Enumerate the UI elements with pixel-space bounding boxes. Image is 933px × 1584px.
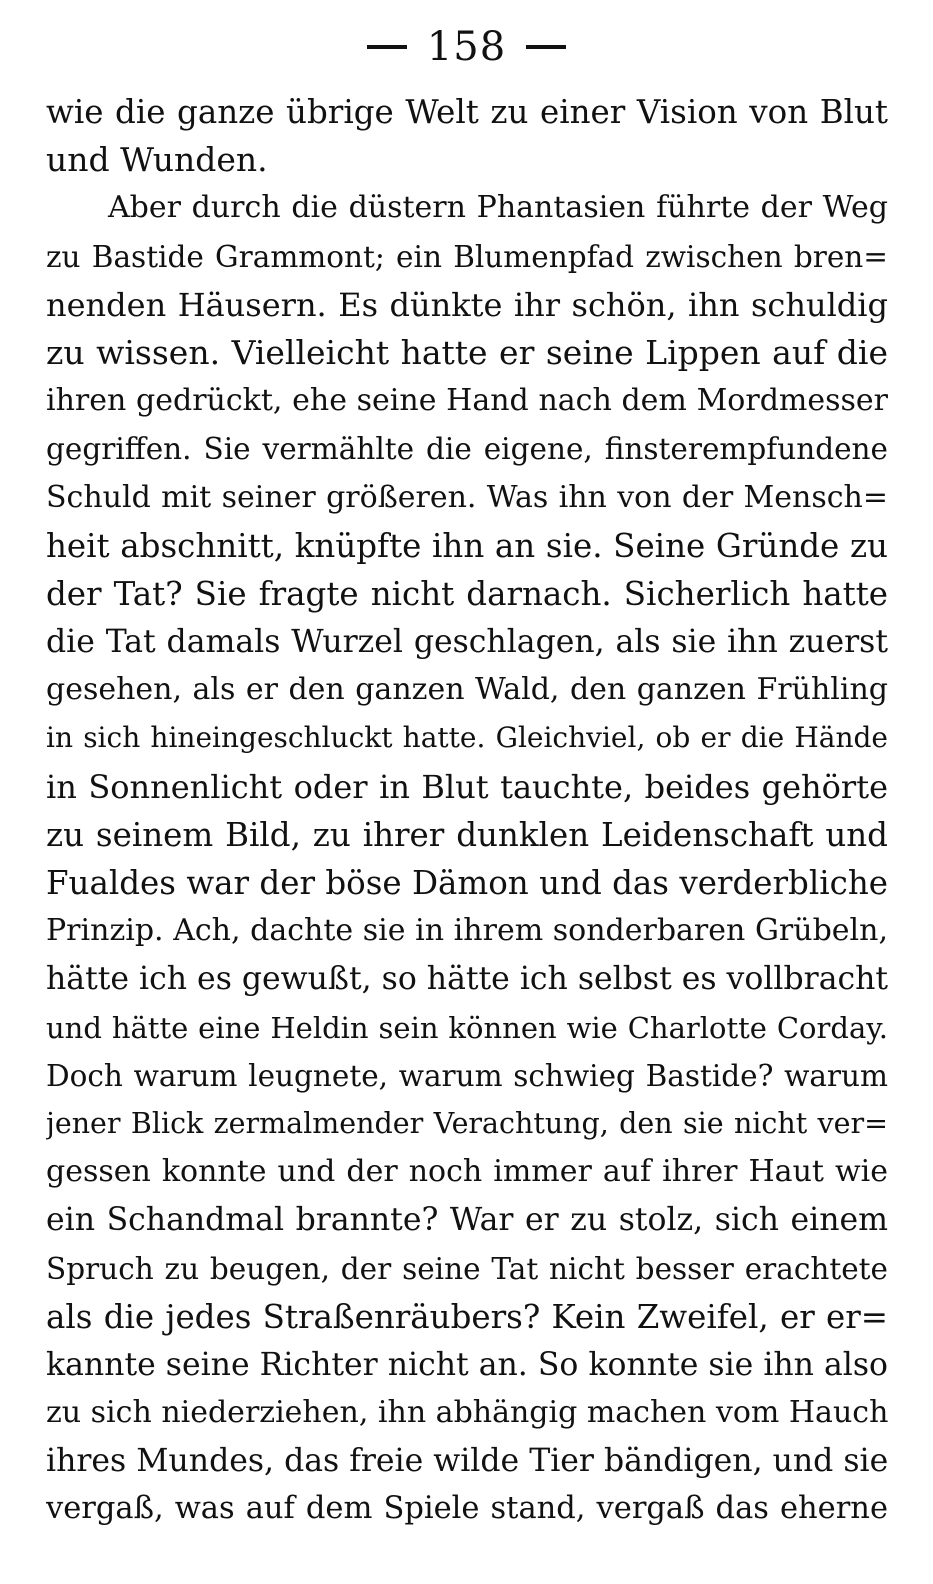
text-line: zu sich niederziehen, ihn abhängig machen vom Hauch	[46, 1395, 888, 1431]
text-line: gesehen, als er den ganzen Wald, den ganzen Frühling	[46, 672, 888, 708]
header-dash-left	[367, 45, 407, 49]
text-line: die Tat damals Wurzel geschlagen, als sie ihn zuerst	[46, 624, 888, 661]
text-line: heit abschnitt, knüpfte ihn an sie. Seine Gründe zu	[46, 526, 888, 565]
text-line: als die jedes Straßenräubers? Kein Zweifel, er er=	[46, 1297, 888, 1336]
text-line: hätte ich es gewußt, so hätte ich selbst es vollbracht	[46, 961, 888, 998]
text-line: Doch warum leugnete, warum schwieg Bastide? warum	[46, 1058, 888, 1093]
text-line: zu Bastide Grammont; ein Blumenpfad zwischen bren=	[46, 239, 888, 274]
header-dash-right	[526, 45, 566, 49]
text-line: ihres Mundes, das freie wilde Tier bändigen, und sie	[46, 1443, 888, 1480]
text-line: gessen konnte und der noch immer auf ihrer Haut wie	[46, 1154, 888, 1190]
text-line: und hätte eine Heldin sein können wie Charlotte Corday.	[46, 1010, 888, 1045]
text-line: in Sonnenlicht oder in Blut tauchte, beides gehörte	[46, 767, 888, 806]
text-line: in sich hineingeschluckt hatte. Gleichviel, ob er die Hände	[46, 721, 888, 755]
text-line: und Wunden.	[46, 140, 268, 180]
text-line: jener Blick zermalmender Verachtung, den sie nicht ver=	[46, 1106, 888, 1140]
text-line: Schuld mit seiner größeren. Was ihn von der Mensch=	[46, 479, 888, 515]
text-line: ihren gedrückt, ehe seine Hand nach dem Mordmesser	[46, 383, 888, 419]
text-line: der Tat? Sie fragte nicht darnach. Sicherlich hatte	[46, 574, 888, 613]
text-line: kannte seine Richter nicht an. So konnte sie ihn also	[46, 1346, 888, 1383]
text-line: zu wissen. Vielleicht hatte er seine Lippen auf die	[46, 332, 888, 372]
text-line: Aber durch die düstern Phantasien führte der Weg	[108, 190, 888, 226]
page-header	[0, 14, 933, 77]
text-line: Spruch zu beugen, der seine Tat nicht besser erachtete	[46, 1251, 888, 1286]
body-text	[46, 88, 888, 1534]
text-line: zu seinem Bild, zu ihrer dunklen Leidenschaft und	[46, 815, 888, 854]
page-number: 158	[426, 24, 507, 70]
text-line: vergaß, was auf dem Spiele stand, vergaß das eherne	[46, 1491, 888, 1527]
text-line: gegriffen. Sie vermählte die eigene, finsterempfundene	[46, 432, 888, 467]
text-line: Prinzip. Ach, dachte sie in ihrem sonderbaren Grübeln,	[46, 913, 888, 949]
text-line: nenden Häusern. Es dünkte ihr schön, ihn schuldig	[46, 285, 888, 324]
text-line: Fualdes war der böse Dämon und das verderbliche	[46, 864, 888, 902]
text-line: wie die ganze übrige Welt zu einer Vision von Blut	[46, 93, 888, 131]
text-line: ein Schandmal brannte? War er zu stolz, sich einem	[46, 1202, 888, 1239]
